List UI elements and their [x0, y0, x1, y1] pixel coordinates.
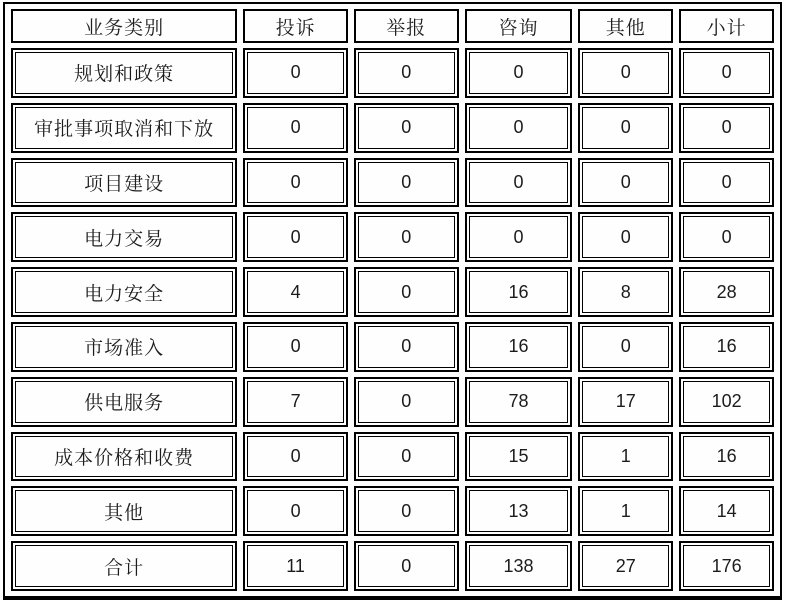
- cell-value: 0: [469, 107, 569, 149]
- value-cell: [354, 48, 459, 98]
- table-row: [11, 486, 774, 536]
- header-row: [11, 9, 774, 43]
- cell-value: 16: [469, 271, 569, 313]
- value-cell: [354, 322, 459, 372]
- cell-value: 0: [247, 436, 344, 478]
- cell-value: 0: [683, 52, 770, 94]
- value-cell: [679, 322, 774, 372]
- column-header-consultations: 咨询: [465, 9, 573, 43]
- cell-value: 0: [247, 52, 344, 94]
- cell-value: 0: [582, 107, 669, 149]
- value-cell: [243, 212, 348, 262]
- cell-value: 0: [469, 52, 569, 94]
- row-label: 规划和政策: [15, 52, 233, 94]
- cell-value: 7: [247, 381, 344, 423]
- value-cell: [465, 322, 573, 372]
- value-cell: [354, 212, 459, 262]
- value-cell: [679, 541, 774, 591]
- cell-value: 0: [358, 326, 455, 368]
- row-label-cell: [11, 48, 237, 98]
- cell-value: 17: [582, 381, 669, 423]
- value-cell: [465, 103, 573, 153]
- table-row: [11, 48, 774, 98]
- row-label: 其他: [15, 490, 233, 532]
- cell-value: 0: [358, 381, 455, 423]
- cell-value: 0: [683, 107, 770, 149]
- table-row-total: [11, 541, 774, 591]
- value-cell: [578, 541, 673, 591]
- row-label-cell: [11, 103, 237, 153]
- value-cell: [354, 158, 459, 208]
- row-label: 市场准入: [15, 326, 233, 368]
- cell-value: 0: [358, 216, 455, 258]
- cell-value: 16: [683, 436, 770, 478]
- table-row: [11, 158, 774, 208]
- table-row: [11, 432, 774, 482]
- cell-value: 0: [469, 162, 569, 204]
- column-header-others: 其他: [578, 9, 673, 43]
- column-header-category: 业务类别: [11, 9, 237, 43]
- row-label: 电力安全: [15, 271, 233, 313]
- value-cell: [243, 267, 348, 317]
- value-cell: [354, 486, 459, 536]
- value-cell: [465, 541, 573, 591]
- cell-value: 16: [469, 326, 569, 368]
- value-cell: [465, 267, 573, 317]
- cell-value: 0: [358, 52, 455, 94]
- column-header-reports: 举报: [354, 9, 459, 43]
- value-cell: [578, 212, 673, 262]
- cell-value: 0: [683, 216, 770, 258]
- value-cell: [243, 541, 348, 591]
- value-cell: [354, 541, 459, 591]
- row-label-cell: [11, 541, 237, 591]
- row-label: 电力交易: [15, 216, 233, 258]
- cell-value: 0: [582, 52, 669, 94]
- cell-value: 14: [683, 490, 770, 532]
- row-label: 供电服务: [15, 381, 233, 423]
- cell-value: 0: [582, 326, 669, 368]
- cell-value: 1: [582, 490, 669, 532]
- cell-value: 138: [469, 545, 569, 587]
- column-header-complaints: 投诉: [243, 9, 348, 43]
- cell-value: 11: [247, 545, 344, 587]
- cell-value: 176: [683, 545, 770, 587]
- cell-value: 28: [683, 271, 770, 313]
- value-cell: [243, 486, 348, 536]
- value-cell: [243, 103, 348, 153]
- cell-value: 0: [358, 107, 455, 149]
- table-row: [11, 267, 774, 317]
- row-label: 成本价格和收费: [15, 436, 233, 478]
- cell-value: 0: [683, 162, 770, 204]
- value-cell: [465, 432, 573, 482]
- row-label: 审批事项取消和下放: [15, 107, 233, 149]
- row-label-cell: [11, 377, 237, 427]
- table-row: [11, 103, 774, 153]
- value-cell: [679, 486, 774, 536]
- value-cell: [465, 486, 573, 536]
- value-cell: [679, 377, 774, 427]
- value-cell: [578, 103, 673, 153]
- value-cell: [354, 103, 459, 153]
- value-cell: [578, 158, 673, 208]
- value-cell: [578, 432, 673, 482]
- value-cell: [465, 158, 573, 208]
- table-row: [11, 377, 774, 427]
- cell-value: 0: [247, 107, 344, 149]
- cell-value: 0: [247, 326, 344, 368]
- cell-value: 0: [469, 216, 569, 258]
- cell-value: 78: [469, 381, 569, 423]
- value-cell: [465, 212, 573, 262]
- cell-value: 0: [358, 271, 455, 313]
- cell-value: 0: [247, 216, 344, 258]
- value-cell: [243, 377, 348, 427]
- value-cell: [465, 48, 573, 98]
- table-row: [11, 212, 774, 262]
- row-label-cell: [11, 322, 237, 372]
- value-cell: [679, 432, 774, 482]
- value-cell: [243, 48, 348, 98]
- value-cell: [679, 103, 774, 153]
- row-label-cell: [11, 486, 237, 536]
- cell-value: 27: [582, 545, 669, 587]
- value-cell: [679, 158, 774, 208]
- table-row: [11, 322, 774, 372]
- cell-value: 16: [683, 326, 770, 368]
- value-cell: [578, 267, 673, 317]
- value-cell: [679, 267, 774, 317]
- value-cell: [679, 48, 774, 98]
- row-label-cell: [11, 158, 237, 208]
- cell-value: 0: [358, 162, 455, 204]
- value-cell: [243, 158, 348, 208]
- cell-value: 102: [683, 381, 770, 423]
- cell-value: 8: [582, 271, 669, 313]
- value-cell: [578, 486, 673, 536]
- value-cell: [354, 377, 459, 427]
- cell-value: 0: [358, 436, 455, 478]
- cell-value: 1: [582, 436, 669, 478]
- value-cell: [243, 322, 348, 372]
- cell-value: 15: [469, 436, 569, 478]
- value-cell: [578, 377, 673, 427]
- value-cell: [679, 212, 774, 262]
- row-label: 合计: [15, 545, 233, 587]
- row-label-cell: [11, 267, 237, 317]
- row-label-cell: [11, 212, 237, 262]
- business-category-statistics-table: [5, 4, 780, 596]
- cell-value: 0: [358, 545, 455, 587]
- column-header-subtotal: 小计: [679, 9, 774, 43]
- cell-value: 0: [358, 490, 455, 532]
- cell-value: 0: [582, 162, 669, 204]
- statistics-table-frame: [3, 2, 782, 600]
- cell-value: 0: [247, 162, 344, 204]
- cell-value: 13: [469, 490, 569, 532]
- value-cell: [578, 322, 673, 372]
- row-label: 项目建设: [15, 162, 233, 204]
- value-cell: [354, 267, 459, 317]
- value-cell: [578, 48, 673, 98]
- cell-value: 0: [582, 216, 669, 258]
- cell-value: 4: [247, 271, 344, 313]
- value-cell: [354, 432, 459, 482]
- cell-value: 0: [247, 490, 344, 532]
- row-label-cell: [11, 432, 237, 482]
- value-cell: [465, 377, 573, 427]
- value-cell: [243, 432, 348, 482]
